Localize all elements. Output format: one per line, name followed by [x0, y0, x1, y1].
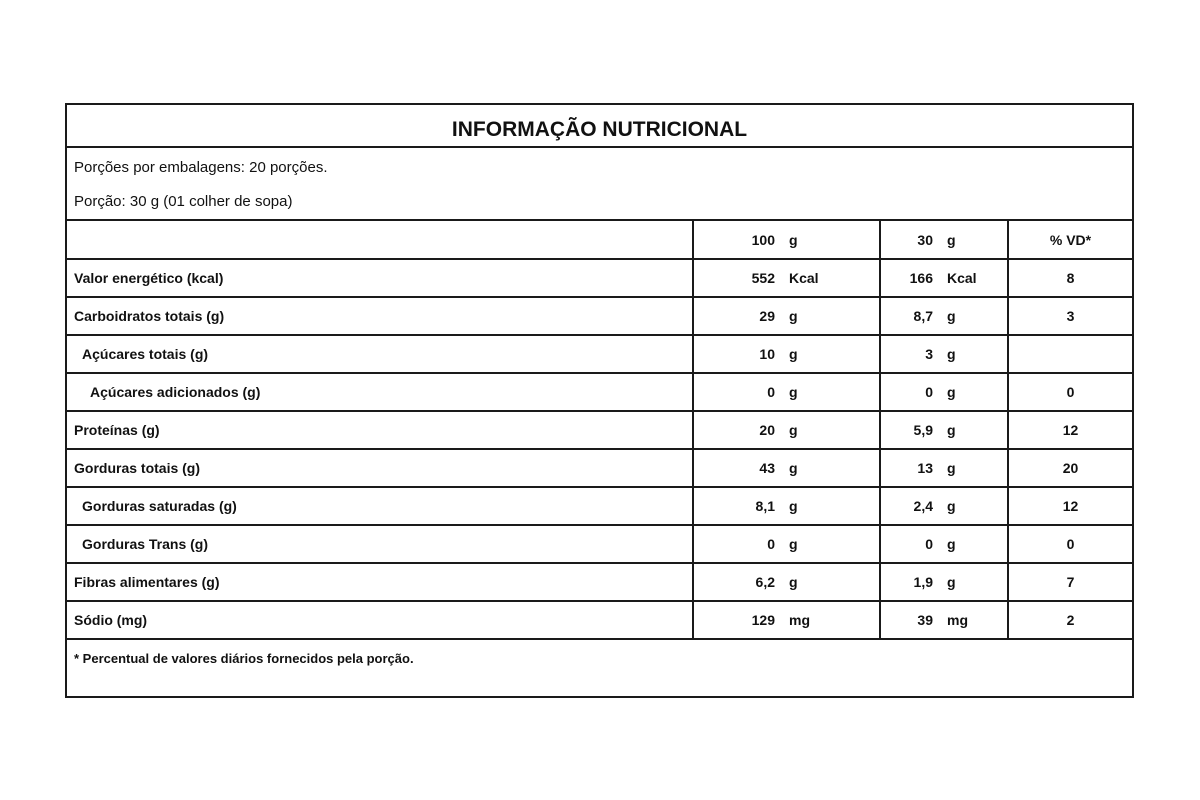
- per-100g-amount: 129: [751, 612, 775, 628]
- per-30g-amount: 5,9: [913, 422, 933, 438]
- per-30g-cell: [880, 601, 1008, 639]
- servings-per-package: Porções por embalagens: 20 porções.: [74, 159, 328, 176]
- per-30g-amount: 8,7: [913, 308, 933, 324]
- per-30g-cell: [880, 487, 1008, 525]
- per-100g-unit: g: [789, 346, 798, 362]
- per-30g-cell: [880, 297, 1008, 335]
- serving-info: [67, 148, 1132, 221]
- per-30g-amount: 0: [925, 384, 933, 400]
- per-100g-amount: 6,2: [755, 574, 775, 590]
- nutrient-table: [67, 221, 1132, 677]
- table-row: [67, 335, 1132, 373]
- per-100g-cell: [693, 563, 880, 601]
- vd-value: 2: [1008, 601, 1132, 639]
- header-30g: [880, 221, 1008, 259]
- per-30g-amount: 166: [909, 270, 933, 286]
- vd-value: 7: [1008, 563, 1132, 601]
- per-30g-cell: [880, 259, 1008, 297]
- nutrient-name: Sódio (mg): [67, 601, 693, 639]
- header-vd: % VD*: [1008, 221, 1132, 259]
- serving-size: Porção: 30 g (01 colher de sopa): [74, 193, 293, 210]
- per-100g-amount: 43: [759, 460, 775, 476]
- per-100g-cell: [693, 335, 880, 373]
- per-30g-unit: mg: [947, 612, 968, 628]
- per-100g-amount: 552: [751, 270, 775, 286]
- header-name-cell: [67, 221, 693, 259]
- per-100g-unit: g: [789, 308, 798, 324]
- table-row: [67, 449, 1132, 487]
- per-100g-cell: [693, 487, 880, 525]
- per-30g-unit: g: [947, 384, 956, 400]
- per-100g-unit: g: [789, 498, 798, 514]
- nutrition-facts-label: [65, 103, 1134, 698]
- per-100g-unit: mg: [789, 612, 810, 628]
- per-30g-unit: g: [947, 536, 956, 552]
- per-100g-unit: g: [789, 536, 798, 552]
- per-30g-unit: g: [947, 422, 956, 438]
- per-100g-cell: [693, 525, 880, 563]
- per-30g-cell: [880, 563, 1008, 601]
- per-30g-amount: 2,4: [913, 498, 933, 514]
- per-30g-unit: g: [947, 498, 956, 514]
- header-100g-amount: 100: [751, 231, 775, 248]
- per-100g-amount: 0: [767, 536, 775, 552]
- nutrient-name: Açúcares totais (g): [67, 335, 693, 373]
- per-100g-unit: Kcal: [789, 270, 819, 286]
- per-30g-cell: [880, 449, 1008, 487]
- per-100g-amount: 8,1: [755, 498, 775, 514]
- per-100g-amount: 20: [759, 422, 775, 438]
- per-100g-unit: g: [789, 460, 798, 476]
- table-row: [67, 411, 1132, 449]
- per-30g-unit: Kcal: [947, 270, 977, 286]
- per-100g-cell: [693, 297, 880, 335]
- header-100g: [693, 221, 880, 259]
- per-100g-amount: 0: [767, 384, 775, 400]
- per-30g-amount: 1,9: [913, 574, 933, 590]
- footnote-row: [67, 639, 1132, 677]
- per-30g-cell: [880, 373, 1008, 411]
- per-100g-unit: g: [789, 384, 798, 400]
- per-30g-unit: g: [947, 308, 956, 324]
- per-100g-amount: 10: [759, 346, 775, 362]
- header-100g-unit: g: [789, 231, 798, 248]
- per-30g-cell: [880, 525, 1008, 563]
- per-100g-cell: [693, 601, 880, 639]
- vd-value: 8: [1008, 259, 1132, 297]
- table-row: [67, 487, 1132, 525]
- nutrient-name: Gorduras Trans (g): [67, 525, 693, 563]
- table-row: [67, 373, 1132, 411]
- table-row: [67, 297, 1132, 335]
- per-30g-unit: g: [947, 460, 956, 476]
- per-100g-unit: g: [789, 574, 798, 590]
- per-30g-amount: 39: [917, 612, 933, 628]
- vd-value: 20: [1008, 449, 1132, 487]
- label-title: INFORMAÇÃO NUTRICIONAL: [67, 105, 1132, 148]
- per-30g-amount: 0: [925, 536, 933, 552]
- vd-value: 3: [1008, 297, 1132, 335]
- per-30g-unit: g: [947, 346, 956, 362]
- vd-value: [1008, 335, 1132, 373]
- header-30g-amount: 30: [917, 231, 933, 248]
- vd-value: 12: [1008, 411, 1132, 449]
- per-100g-amount: 29: [759, 308, 775, 324]
- vd-value: 0: [1008, 373, 1132, 411]
- table-row: [67, 601, 1132, 639]
- per-100g-cell: [693, 411, 880, 449]
- per-30g-amount: 13: [917, 460, 933, 476]
- nutrient-name: Proteínas (g): [67, 411, 693, 449]
- table-row: [67, 525, 1132, 563]
- per-100g-cell: [693, 449, 880, 487]
- vd-value: 0: [1008, 525, 1132, 563]
- per-30g-amount: 3: [925, 346, 933, 362]
- per-100g-cell: [693, 259, 880, 297]
- per-30g-cell: [880, 335, 1008, 373]
- table-header-row: [67, 221, 1132, 259]
- per-30g-unit: g: [947, 574, 956, 590]
- nutrient-name: Valor energético (kcal): [67, 259, 693, 297]
- per-30g-cell: [880, 411, 1008, 449]
- vd-value: 12: [1008, 487, 1132, 525]
- per-100g-unit: g: [789, 422, 798, 438]
- header-30g-unit: g: [947, 231, 956, 248]
- nutrient-name: Carboidratos totais (g): [67, 297, 693, 335]
- table-row: [67, 563, 1132, 601]
- nutrient-name: Fibras alimentares (g): [67, 563, 693, 601]
- nutrient-name: Açúcares adicionados (g): [67, 373, 693, 411]
- table-row: [67, 259, 1132, 297]
- footnote: * Percentual de valores diários fornecidos pela porção.: [67, 639, 1132, 677]
- per-100g-cell: [693, 373, 880, 411]
- nutrient-name: Gorduras totais (g): [67, 449, 693, 487]
- nutrient-name: Gorduras saturadas (g): [67, 487, 693, 525]
